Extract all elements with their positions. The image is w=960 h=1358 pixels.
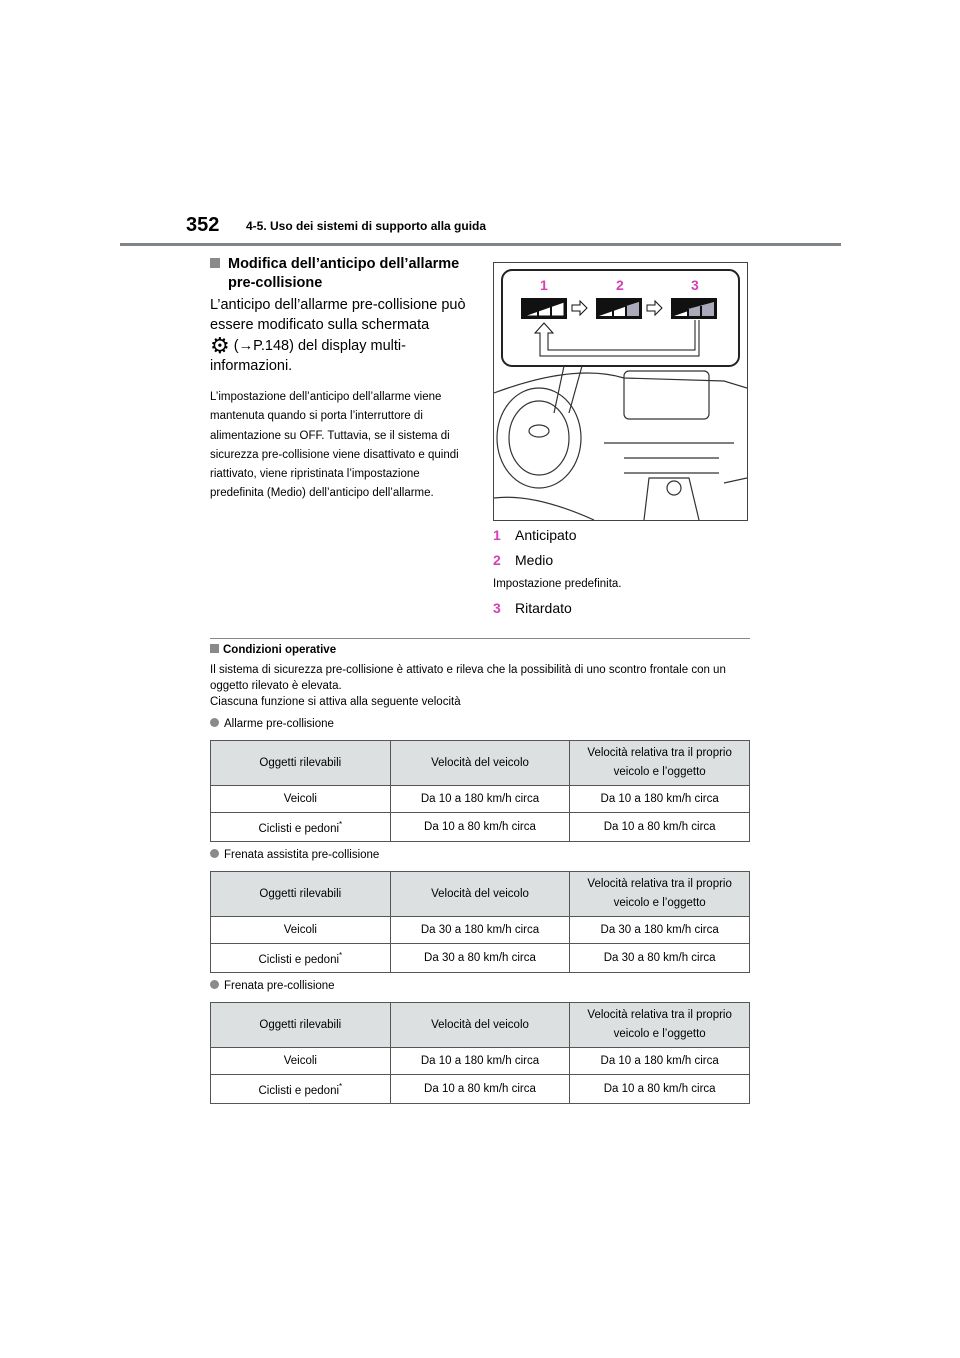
conditions-paragraph: Il sistema di sicurezza pre-collisione è attivato e rileva che la possibilità di uno scontro frontale con un oggetto rilevato è elevata. Ciascuna funzione si attiva alla seguente velocità [210, 664, 726, 708]
square-bullet-icon [210, 644, 219, 653]
intro-paragraph: L’anticipo dell’allarme pre-collisione può essere modificato sulla schermata ⚙ (→P.148) del display multi-informazioni. [210, 297, 466, 374]
label-3: 3 [691, 277, 699, 293]
label-1: 1 [540, 277, 548, 293]
circle-bullet-icon [210, 980, 219, 989]
table-row: Veicoli Da 30 a 180 km/h circa Da 30 a 180 km/h circa [211, 917, 750, 944]
table-alarm: Oggetti rilevabili Velocità del veicolo Velocità relativa tra il proprio veicolo e l’oggetto Veicoli Da 10 a 180 km/h circa Da 10 a 180 km/h circa Ciclisti e pedoni* Da 10 a 80 km/h circa Da 10 a 80 km/h circa [210, 740, 750, 842]
caption-2-note: Impostazione predefinita. [493, 578, 622, 590]
caption-3: 3 Ritardato [493, 600, 572, 616]
note-paragraph: L’impostazione dell’anticipo dell’allarme viene mantenuta quando si porta l’interruttore di alimentazione su OFF. Tuttavia, se il sistema di sicurezza pre-collisione viene disattivato e quindi riattivato, viene ripristinata l’impostazione predefinita (Medio) dell’anticipo dell’allarme. [210, 391, 459, 500]
circle-bullet-icon [210, 849, 219, 858]
bullet-brake: Frenata pre-collisione [210, 980, 335, 992]
divider [210, 638, 750, 639]
caption-1: 1 Anticipato [493, 527, 577, 543]
table-row: Veicoli Da 10 a 180 km/h circa Da 10 a 180 km/h circa [211, 1048, 750, 1075]
table-row: Ciclisti e pedoni* Da 10 a 80 km/h circa Da 10 a 80 km/h circa [211, 1075, 750, 1104]
dashboard-illustration [493, 262, 748, 521]
section-title: 4-5. Uso dei sistemi di supporto alla guida [246, 219, 487, 233]
table-row: Ciclisti e pedoni* Da 10 a 80 km/h circa Da 10 a 80 km/h circa [211, 813, 750, 842]
bullet-brake-assist: Frenata assistita pre-collisione [210, 849, 379, 861]
table-brake-assist: Oggetti rilevabili Velocità del veicolo Velocità relativa tra il proprio veicolo e l’oggetto Veicoli Da 30 a 180 km/h circa Da 30 a 180 km/h circa Ciclisti e pedoni* Da 30 a 80 km/h circa Da 30 a 80 km/h circa [210, 871, 750, 973]
square-bullet-icon [210, 258, 220, 268]
label-2: 2 [616, 277, 624, 293]
caption-2: 2 Medio [493, 552, 554, 568]
setting-diagram [494, 263, 747, 520]
table-row: Veicoli Da 10 a 180 km/h circa Da 10 a 180 km/h circa [211, 786, 750, 813]
dashboard-drawing [494, 366, 747, 520]
page-number: 352 [186, 214, 220, 236]
header-rule [120, 243, 841, 246]
table-brake: Oggetti rilevabili Velocità del veicolo Velocità relativa tra il proprio veicolo e l’oggetto Veicoli Da 10 a 180 km/h circa Da 10 a 180 km/h circa Ciclisti e pedoni* Da 10 a 80 km/h circa Da 10 a 80 km/h circa [210, 1002, 750, 1104]
bullet-alarm: Allarme pre-collisione [210, 718, 334, 730]
table-row: Ciclisti e pedoni* Da 30 a 80 km/h circa Da 30 a 80 km/h circa [211, 944, 750, 973]
circle-bullet-icon [210, 718, 219, 727]
heading-alarm-timing: Modifica dell’anticipo dell’allarme pre-collisione [210, 255, 480, 293]
gear-icon: ⚙ [210, 333, 230, 358]
heading-conditions: Condizioni operative [210, 644, 336, 656]
